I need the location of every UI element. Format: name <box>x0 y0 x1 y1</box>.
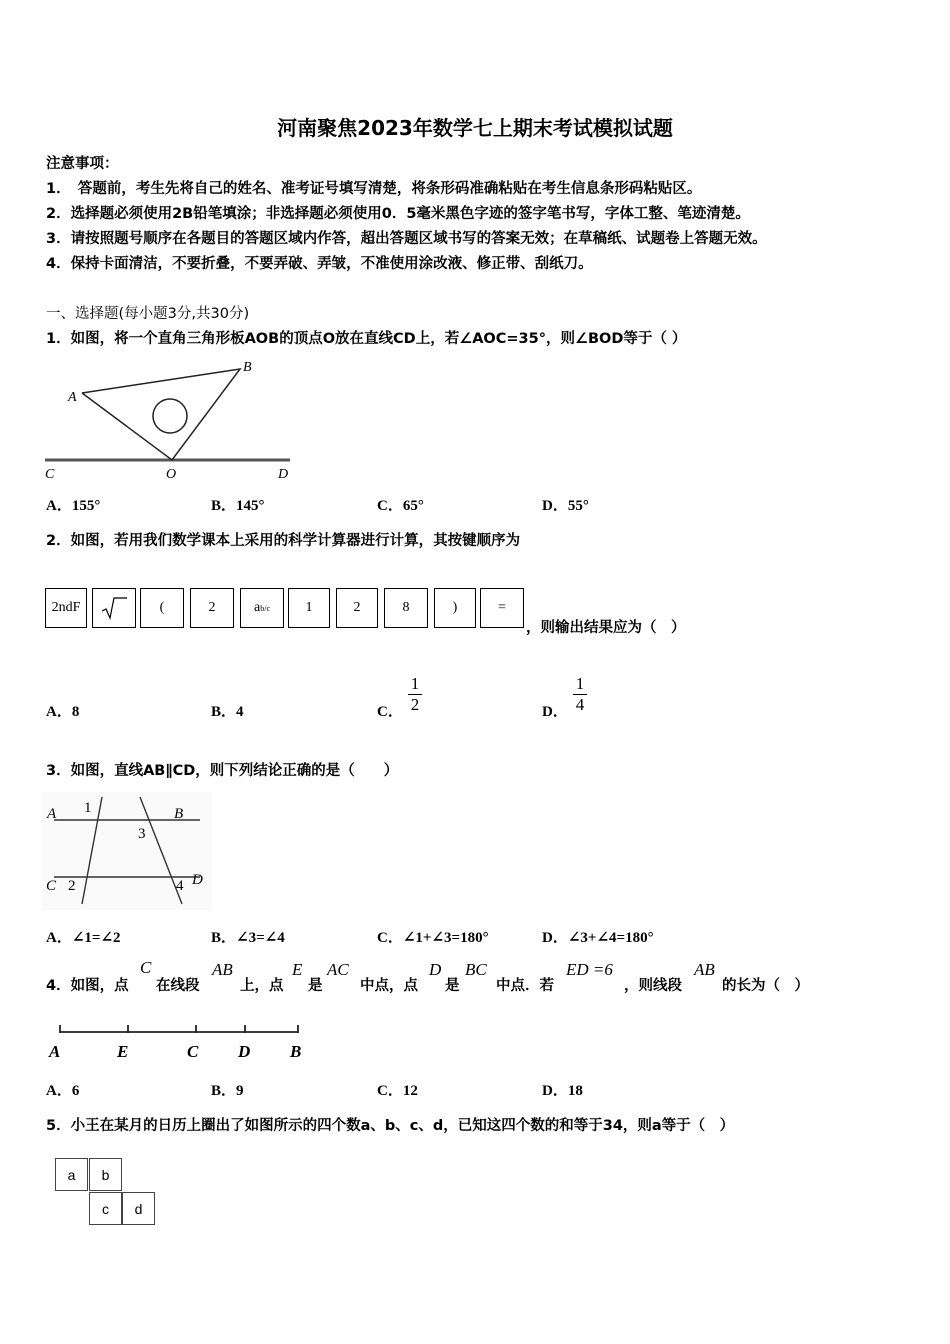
q4-text-1: 4．如图，点 <box>46 978 129 994</box>
q2-option-c: C． <box>377 704 403 720</box>
fraction-one-half: 1 2 <box>407 674 423 715</box>
key-1: 1 <box>288 588 330 628</box>
q4-math-ED: ED =6 <box>566 960 613 979</box>
label-2: 2 <box>68 878 76 894</box>
q4-math-AC: AC <box>327 960 349 979</box>
key-2b: 2 <box>336 588 378 628</box>
label-B: B <box>243 360 252 375</box>
question-1-text: 1．如图，将一个直角三角形板AOB的顶点O放在直线CD上，若∠AOC=35°，则∠BOD等于（ ） <box>46 331 687 347</box>
q1-option-a: A．155° <box>46 498 101 514</box>
calendar-cell-c: c <box>89 1192 122 1225</box>
q1-option-d: D．55° <box>542 498 589 514</box>
q2-option-a: A．8 <box>46 704 80 720</box>
key-abc <box>240 588 284 628</box>
label-O: O <box>166 467 177 482</box>
label-C: C <box>45 467 55 482</box>
notice-item: 2．选择题必须使用2B铅笔填涂；非选择题必须使用0．5毫米黑色字迹的签字笔书写，字体工整、笔迹清楚。 <box>46 206 750 222</box>
label-4: 4 <box>176 878 184 894</box>
q4-text-7: 中点．若 <box>496 978 554 994</box>
q4-option-a: A．6 <box>46 1083 80 1099</box>
q2-option-d: D． <box>542 704 568 720</box>
q3-figure <box>42 792 212 910</box>
label-D: D <box>192 872 203 888</box>
q4-figure <box>44 1020 314 1064</box>
label-3: 3 <box>138 826 146 842</box>
q4-math-BC: BC <box>465 960 487 979</box>
q4-math-C: C <box>140 958 152 977</box>
question-2-text: 2．如图，若用我们数学课本上采用的科学计算器进行计算，其按键顺序为 <box>46 533 521 549</box>
label-A: A <box>49 1042 61 1061</box>
q4-option-c: C．12 <box>377 1083 418 1099</box>
label-B: B <box>174 806 184 822</box>
q1-option-c: C．65° <box>377 498 424 514</box>
q4-option-d: D．18 <box>542 1083 583 1099</box>
q3-option-a: A．∠1=∠2 <box>46 930 121 946</box>
calendar-cell-d: d <box>122 1192 155 1225</box>
q4-text-2: 在线段 <box>156 978 200 994</box>
key-2ndf: 2ndF <box>45 588 87 628</box>
q4-math-D: D <box>429 960 442 979</box>
key-open-paren: ( <box>140 588 184 628</box>
key-close-paren: ) <box>434 588 476 628</box>
question-3-text: 3．如图，直线AB∥CD，则下列结论正确的是（ ） <box>46 763 399 779</box>
label-1: 1 <box>84 800 92 816</box>
label-C: C <box>187 1042 199 1061</box>
q4-text-8: ，则线段 <box>624 978 682 994</box>
q2-option-b: B．4 <box>211 704 244 720</box>
key-abc-sup: b/c <box>260 603 270 613</box>
notice-item: 3．请按照题号顺序在各题目的答题区域内作答，超出答题区域书写的答案无效；在草稿纸、试题卷上答题无效。 <box>46 231 767 247</box>
page-title: 河南聚焦2023年数学七上期末考试模拟试题 <box>277 116 673 140</box>
key-equals: = <box>480 588 524 628</box>
question-5-text: 5．小王在某月的日历上圈出了如图所示的四个数a、b、c、d，已知这四个数的和等于34，则a等于（ ） <box>46 1118 735 1134</box>
label-A: A <box>68 390 77 405</box>
question-2-tail: ，则输出结果应为（ ） <box>526 620 686 636</box>
label-A: A <box>47 806 57 822</box>
calendar-cell-a: a <box>55 1158 88 1191</box>
fraction-one-quarter: 1 4 <box>572 674 588 715</box>
key-abc-base: a <box>254 600 261 615</box>
key-8: 8 <box>384 588 428 628</box>
notice-heading: 注意事项： <box>46 156 119 172</box>
q3-option-b: B．∠3=∠4 <box>211 930 285 946</box>
section-heading: 一、选择题(每小题3分,共30分) <box>46 306 250 322</box>
q1-figure <box>40 355 300 485</box>
q4-text-3: 上，点 <box>240 978 284 994</box>
sqrt-icon <box>99 595 129 621</box>
notice-item: 4．保持卡面清洁，不要折叠，不要弄破、弄皱，不准使用涂改液、修正带、刮纸刀。 <box>46 256 593 272</box>
label-D: D <box>278 467 289 482</box>
notice-item: 1． 答题前，考生先将自己的姓名、准考证号填写清楚，将条形码准确粘贴在考生信息条形码粘贴区。 <box>46 181 702 197</box>
q4-math-AB: AB <box>212 960 233 979</box>
calendar-cell-b: b <box>89 1158 122 1191</box>
q4-text-6: 是 <box>445 978 460 994</box>
label-D: D <box>238 1042 251 1061</box>
q4-math-AB2: AB <box>694 960 715 979</box>
label-C: C <box>46 878 57 894</box>
q4-text-5: 中点，点 <box>360 978 418 994</box>
q1-option-b: B．145° <box>211 498 265 514</box>
key-2: 2 <box>190 588 234 628</box>
label-B: B <box>290 1042 302 1061</box>
key-sqrt <box>92 588 136 628</box>
q3-option-d: D．∠3+∠4=180° <box>542 930 654 946</box>
q4-text-9: 的长为（ ） <box>722 978 809 994</box>
q4-math-E: E <box>292 960 303 979</box>
q4-text-4: 是 <box>308 978 323 994</box>
q4-option-b: B．9 <box>211 1083 244 1099</box>
label-E: E <box>117 1042 129 1061</box>
q3-option-c: C．∠1+∠3=180° <box>377 930 489 946</box>
